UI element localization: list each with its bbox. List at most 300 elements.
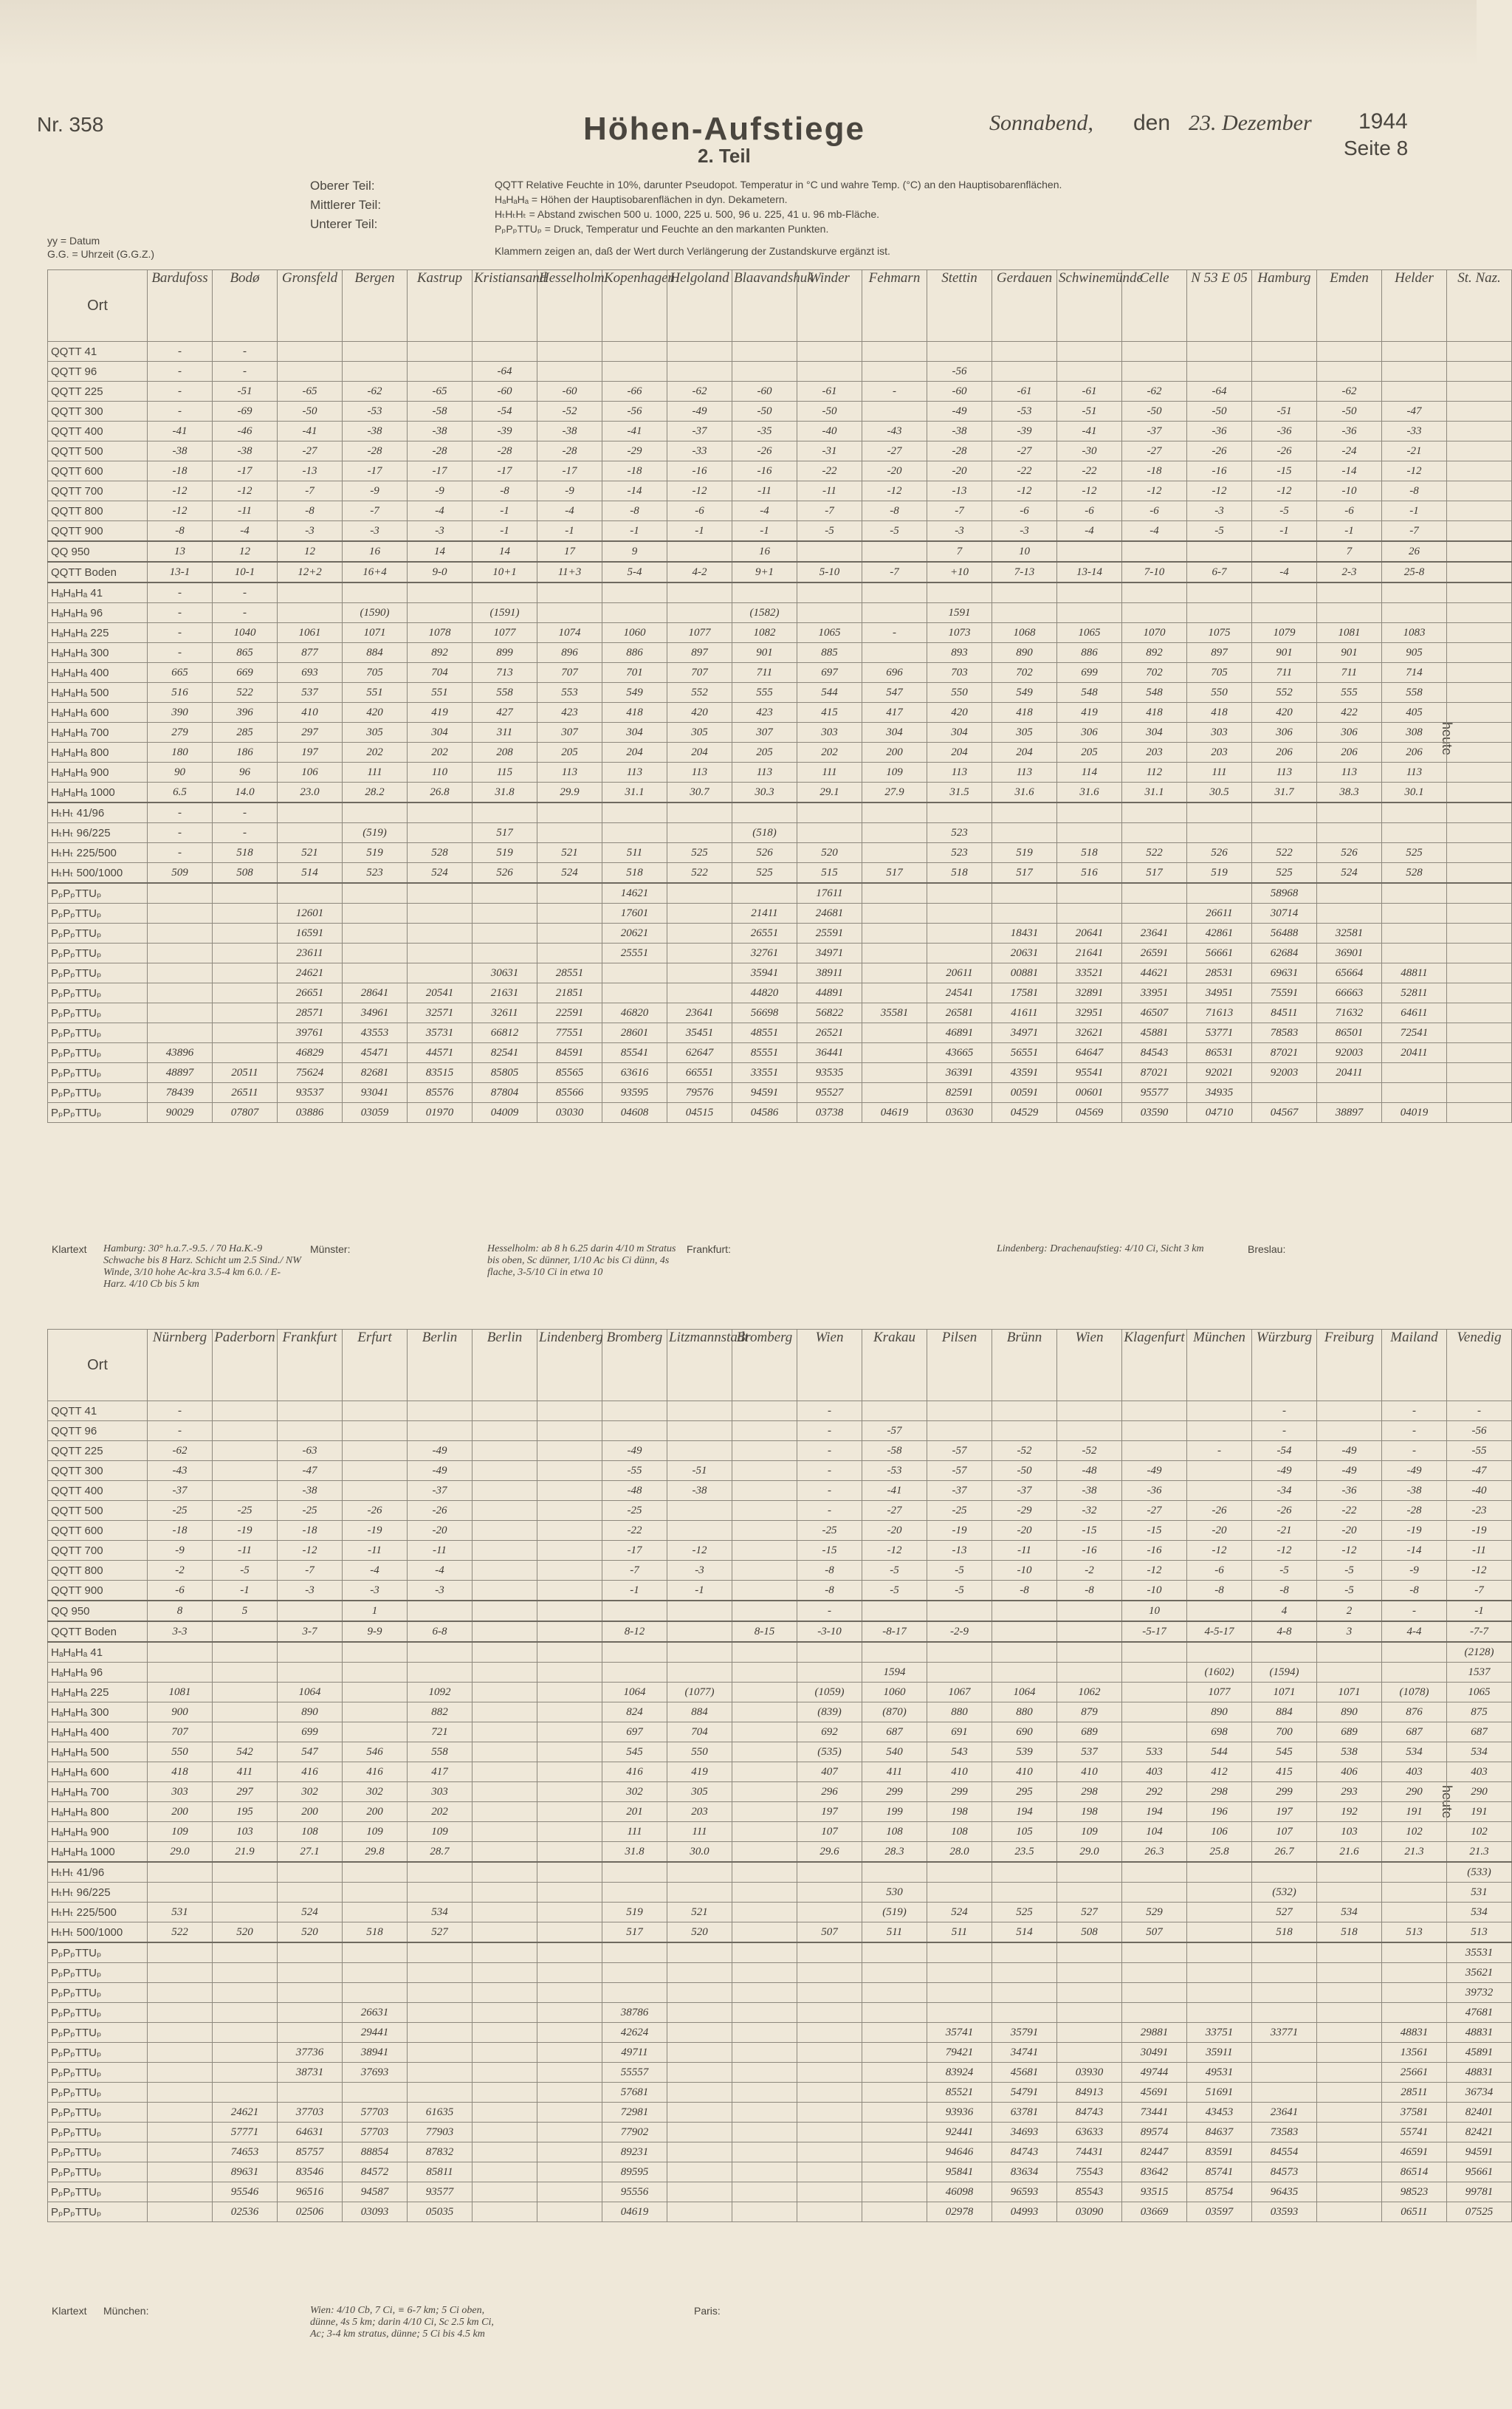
table-cell: -50 [732,402,797,422]
table-cell [537,1862,602,1883]
table-cell: 311 [472,723,537,743]
table-cell: 1071 [343,623,408,643]
klartext-hamburg: Hamburg: 30° h.a.7.-9.5. / 70 Ha.K.-9 Schwache bis 8 Harz. Schicht um 2.5 Sind./ NW Winde, 3/10 hohe Ac-kra 3.5-4 km 6.0. / E-Harz. 4/10 Cb bis 5 km [103,1243,301,1290]
table-cell [1057,1942,1122,1963]
table-cell: -3 [343,521,408,542]
table-cell [148,1983,213,2003]
table-cell [732,2162,797,2182]
table-cell: 04567 [1252,1103,1317,1123]
table-cell: 303 [797,723,862,743]
table-cell [472,1782,537,1802]
table-cell [1317,2202,1382,2222]
table-cell: 700 [1252,1722,1317,1742]
table-cell: 197 [1252,1802,1317,1822]
weekday: Sonnabend, [989,111,1093,135]
table-cell [1122,1663,1187,1683]
table-cell: 03669 [1122,2202,1187,2222]
table-cell: -25 [797,1521,862,1541]
table-cell: -41 [148,422,213,441]
station-name: Kristiansand [474,270,547,286]
row-label: PₚPₚTTUₚ [48,2003,148,2023]
station-name: Venedig [1457,1330,1502,1345]
table-cell [1252,342,1317,362]
table-cell: 82401 [1447,2103,1512,2123]
table-cell [343,1883,408,1903]
station-name: Wien [1075,1330,1104,1345]
table-row [48,843,1512,863]
table-cell [602,1983,667,2003]
table-cell: -54 [1252,1441,1317,1461]
table-cell: -4 [732,501,797,521]
table-cell: 691 [927,1722,992,1742]
table-cell: 875 [1447,1702,1512,1722]
table-cell: 54791 [992,2083,1057,2103]
table-cell [797,2123,862,2142]
table-cell: - [213,823,278,843]
table-cell: 1591 [927,603,992,623]
table-cell: 702 [1122,663,1187,683]
table-row [48,703,1512,723]
table-cell: 95661 [1447,2162,1512,2182]
table-cell: -7 [343,501,408,521]
table-row [48,823,1512,843]
table-cell: 85543 [1057,2182,1122,2202]
table-cell: -11 [408,1541,472,1561]
table-cell: 702 [992,663,1057,683]
ort-header: Ort [48,270,148,342]
table-cell: -4 [1057,521,1122,542]
table-cell: -40 [797,422,862,441]
table-cell: -4 [408,1561,472,1581]
table-cell: - [862,382,927,402]
table-cell: 46591 [1382,2142,1447,2162]
table-cell: 16 [343,541,408,562]
station-header [927,270,992,342]
table-cell: -14 [1382,1541,1447,1561]
table-cell [862,803,927,823]
table-cell: -29 [602,441,667,461]
table-cell: 86501 [1317,1023,1382,1043]
table-cell: 45691 [1122,2083,1187,2103]
station-header [1057,270,1143,342]
table-cell: -6 [1122,501,1187,521]
table-cell: (870) [862,1702,927,1722]
table-cell: -4 [1122,521,1187,542]
table-cell: -11 [992,1541,1057,1561]
station-name: Kopenhagen [604,270,676,286]
table-cell: -12 [1447,1561,1512,1581]
table-cell: 23.5 [992,1842,1057,1863]
table-cell: -38 [408,422,472,441]
table-cell [1187,362,1252,382]
table-cell [537,1401,602,1421]
table-cell: 29.0 [148,1842,213,1863]
table-cell: -5 [1252,1561,1317,1581]
table-cell [1187,1903,1252,1922]
table-cell: -12 [667,1541,732,1561]
table-cell: - [797,1461,862,1481]
table-cell: 85741 [1187,2162,1252,2182]
table-cell: 558 [472,683,537,703]
table-cell [1382,382,1447,402]
table-cell: 186 [213,743,278,763]
table-cell [1122,1963,1187,1983]
table-cell: 93936 [927,2103,992,2123]
table-cell: 707 [148,1722,213,1742]
row-label: HₜHₜ 500/1000 [48,863,148,884]
table-cell [1447,441,1512,461]
table-cell: -26 [1187,1501,1252,1521]
table-row [48,2083,1512,2103]
table-cell: 39761 [278,1023,343,1043]
table-cell: 180 [148,743,213,763]
table-cell: 1078 [408,623,472,643]
station-header [862,270,927,342]
table-cell [862,1942,927,1963]
table-cell: 690 [992,1722,1057,1742]
table-cell: 77551 [537,1023,602,1043]
table-cell: 204 [602,743,667,763]
table-cell: 84572 [343,2162,408,2182]
table-cell: -11 [213,1541,278,1561]
table-cell: 28.3 [862,1842,927,1863]
table-cell [1317,1942,1382,1963]
station-header [667,270,732,342]
table-cell: 30491 [1122,2043,1187,2063]
legend-oberer: Oberer Teil: [310,179,375,193]
table-cell: 85565 [537,1063,602,1083]
table-cell [1382,904,1447,924]
table-cell: -60 [472,382,537,402]
table-cell: 304 [408,723,472,743]
table-cell: 299 [862,1782,927,1802]
table-cell: 410 [992,1762,1057,1782]
table-cell [732,1702,797,1722]
table-row [48,1963,1512,1983]
table-cell: -27 [278,441,343,461]
table-row [48,883,1512,904]
table-cell [537,944,602,963]
table-cell: 419 [1057,703,1122,723]
table-cell: 34741 [992,2043,1057,2063]
table-cell [667,1983,732,2003]
table-cell: 876 [1382,1702,1447,1722]
table-cell [862,402,927,422]
table-cell: 23.0 [278,783,343,803]
station-name: Berlin [422,1330,458,1345]
table-cell [537,1663,602,1683]
table-cell [992,823,1057,843]
table-cell [1252,2003,1317,2023]
table-cell [148,904,213,924]
table-cell: 192 [1317,1802,1382,1822]
table-cell [1317,2083,1382,2103]
table-row [48,1903,1512,1922]
table-cell [213,1942,278,1963]
table-cell: 78583 [1252,1023,1317,1043]
table-row [48,583,1512,603]
table-row [48,1043,1512,1063]
table-cell: 8 [148,1601,213,1621]
table-cell: -36 [1187,422,1252,441]
table-cell: 23611 [278,944,343,963]
table-cell: 38.3 [1317,783,1382,803]
table-cell: 513 [1447,1922,1512,1943]
table-cell: 527 [408,1922,472,1943]
row-label: HₐHₐHₐ 300 [48,643,148,663]
table-cell: 699 [278,1722,343,1742]
table-cell: 707 [667,663,732,683]
table-cell: 28511 [1382,2083,1447,2103]
table-cell: 191 [1447,1802,1512,1822]
station-name: Klagenfurt [1124,1330,1185,1345]
row-label: QQTT 96 [48,1421,148,1441]
table-cell [1317,803,1382,823]
table-cell [602,1601,667,1621]
table-cell [1122,2003,1187,2023]
table-cell: 111 [667,1822,732,1842]
row-label: QQTT 500 [48,1501,148,1521]
table-cell [862,541,927,562]
table-cell: - [1382,1441,1447,1461]
table-cell [927,883,992,904]
table-row [48,1561,1512,1581]
table-cell: -4 [537,501,602,521]
table-cell: 111 [1187,763,1252,783]
table-cell: 890 [992,643,1057,663]
table-cell: 33551 [732,1063,797,1083]
table-cell: 1083 [1382,623,1447,643]
table-cell [1447,703,1512,723]
table-cell: 23641 [667,1003,732,1023]
table-cell: -28 [408,441,472,461]
table-cell [797,541,862,562]
row-label: PₚPₚTTUₚ [48,1983,148,2003]
table-cell: -1 [602,1581,667,1601]
table-cell: 84511 [1252,1003,1317,1023]
table-cell: 25.8 [1187,1842,1252,1863]
table-cell [472,2043,537,2063]
table-cell: -26 [343,1501,408,1521]
row-label: HₐHₐHₐ 225 [48,1683,148,1702]
table-cell: 524 [278,1903,343,1922]
row-label: PₚPₚTTUₚ [48,1063,148,1083]
table-cell [213,1023,278,1043]
table-row [48,944,1512,963]
table-cell: 306 [1057,723,1122,743]
table-cell [927,1963,992,1983]
table-cell: -7 [278,1561,343,1581]
table-cell: 511 [862,1922,927,1943]
table-row [48,2142,1512,2162]
table-cell: -26 [1252,1501,1317,1521]
table-cell: -10 [1122,1581,1187,1601]
table-cell: 13-14 [1057,562,1122,583]
table-cell: -11 [213,501,278,521]
table-cell [408,963,472,983]
table-cell: -6 [148,1581,213,1601]
table-cell: 106 [278,763,343,783]
table-cell: -3 [343,1581,408,1601]
table-cell: 279 [148,723,213,743]
table-cell [537,1942,602,1963]
table-cell [667,1663,732,1683]
table-cell [927,1421,992,1441]
table-cell [797,2023,862,2043]
row-label: HₐHₐHₐ 1000 [48,1842,148,1863]
table-cell [408,904,472,924]
table-cell: 28641 [343,983,408,1003]
table-cell [667,2043,732,2063]
table-cell: 25661 [1382,2063,1447,2083]
table-cell: 113 [667,763,732,783]
table-cell: - [148,843,213,863]
table-cell [602,963,667,983]
table-cell [667,1642,732,1663]
table-cell: 544 [1187,1742,1252,1762]
table-cell: 204 [667,743,732,763]
table-cell: 16591 [278,924,343,944]
table-cell: 35621 [1447,1963,1512,1983]
table-cell [537,883,602,904]
table-cell: -46 [213,422,278,441]
table-cell: 693 [278,663,343,683]
table-cell [992,603,1057,623]
table-cell: -1 [732,521,797,542]
table-cell: 411 [862,1762,927,1782]
table-cell: 1077 [472,623,537,643]
table-cell: 27.9 [862,783,927,803]
table-cell [1447,583,1512,603]
table-row [48,743,1512,763]
table-cell [213,924,278,944]
table-cell: 109 [1057,1822,1122,1842]
table-cell: - [797,1481,862,1501]
table-cell: 519 [472,843,537,863]
table-cell: 57703 [343,2123,408,2142]
row-label: QQTT 96 [48,362,148,382]
table-cell [732,1601,797,1621]
table-cell: -52 [537,402,602,422]
table-cell: 4-2 [667,562,732,583]
table-cell: -7 [927,501,992,521]
table-cell [927,1642,992,1663]
table-cell: -5 [862,1581,927,1601]
table-cell [213,2063,278,2083]
date-prefix: den [1133,111,1171,135]
table-cell [1057,2043,1122,2063]
table-cell [732,1762,797,1782]
table-cell: -63 [278,1441,343,1461]
table-cell: -24 [1317,441,1382,461]
table-cell [862,963,927,983]
table-cell: 508 [213,863,278,884]
table-cell: 17611 [797,883,862,904]
table-cell: 5-10 [797,562,862,583]
row-label: PₚPₚTTUₚ [48,983,148,1003]
table-cell: 29.0 [1057,1842,1122,1863]
table-cell: 689 [1317,1722,1382,1742]
table-cell: - [1252,1401,1317,1421]
table-cell [408,2063,472,2083]
table-cell [472,1541,537,1561]
side-label-top: heute [1439,721,1454,756]
table-cell [602,823,667,843]
table-cell: 420 [1252,703,1317,723]
table-cell: -3 [408,1581,472,1601]
table-cell [1317,1883,1382,1903]
table-cell [602,1963,667,1983]
table-cell [343,1642,408,1663]
table-cell: 48551 [732,1023,797,1043]
table-cell [278,1601,343,1621]
table-cell [992,1862,1057,1883]
table-cell: 29.9 [537,783,602,803]
table-cell: 890 [278,1702,343,1722]
table-cell: 35911 [1187,2043,1252,2063]
table-cell [1252,1942,1317,1963]
station-name: Litzmannstadt [669,1330,749,1345]
table-cell [1252,2083,1317,2103]
table-cell: 30.1 [1382,783,1447,803]
table-cell [343,1862,408,1883]
table-row [48,1782,1512,1802]
table-cell [732,1983,797,2003]
table-cell [343,1663,408,1683]
table-cell [732,1642,797,1663]
table-cell: 306 [1317,723,1382,743]
table-cell: 113 [992,763,1057,783]
table-cell: -3 [1187,501,1252,521]
table-cell: 534 [1382,1742,1447,1762]
table-cell: -53 [862,1461,927,1481]
table-cell [1382,1862,1447,1883]
table-cell [1447,562,1512,583]
table-cell [992,803,1057,823]
table-cell [408,2003,472,2023]
table-cell: 200 [148,1802,213,1822]
table-cell: 10 [1122,1601,1187,1621]
table-cell: 45881 [1122,1023,1187,1043]
table-cell: 62647 [667,1043,732,1063]
table-cell [343,1702,408,1722]
table-cell [1447,863,1512,884]
table-cell [343,883,408,904]
table-cell [1447,963,1512,983]
table-cell [1382,1883,1447,1903]
table-cell: - [797,1421,862,1441]
table-row [48,1601,1512,1621]
table-cell: 1060 [862,1683,927,1702]
table-cell [1187,823,1252,843]
table-cell: 697 [797,663,862,683]
table-cell [1187,603,1252,623]
klartext-label-upper: Klartext [52,1243,87,1255]
table-cell [797,1903,862,1922]
table-cell: -49 [1122,1461,1187,1481]
table-cell [472,2123,537,2142]
table-cell: - [797,1401,862,1421]
table-cell: 49744 [1122,2063,1187,2083]
table-cell: 20411 [1317,1063,1382,1083]
table-cell: -57 [927,1441,992,1461]
table-cell: 886 [1057,643,1122,663]
table-cell: -20 [1187,1521,1252,1541]
table-cell [278,883,343,904]
table-cell: -38 [537,422,602,441]
table-cell [148,2043,213,2063]
table-cell: 10 [992,541,1057,562]
